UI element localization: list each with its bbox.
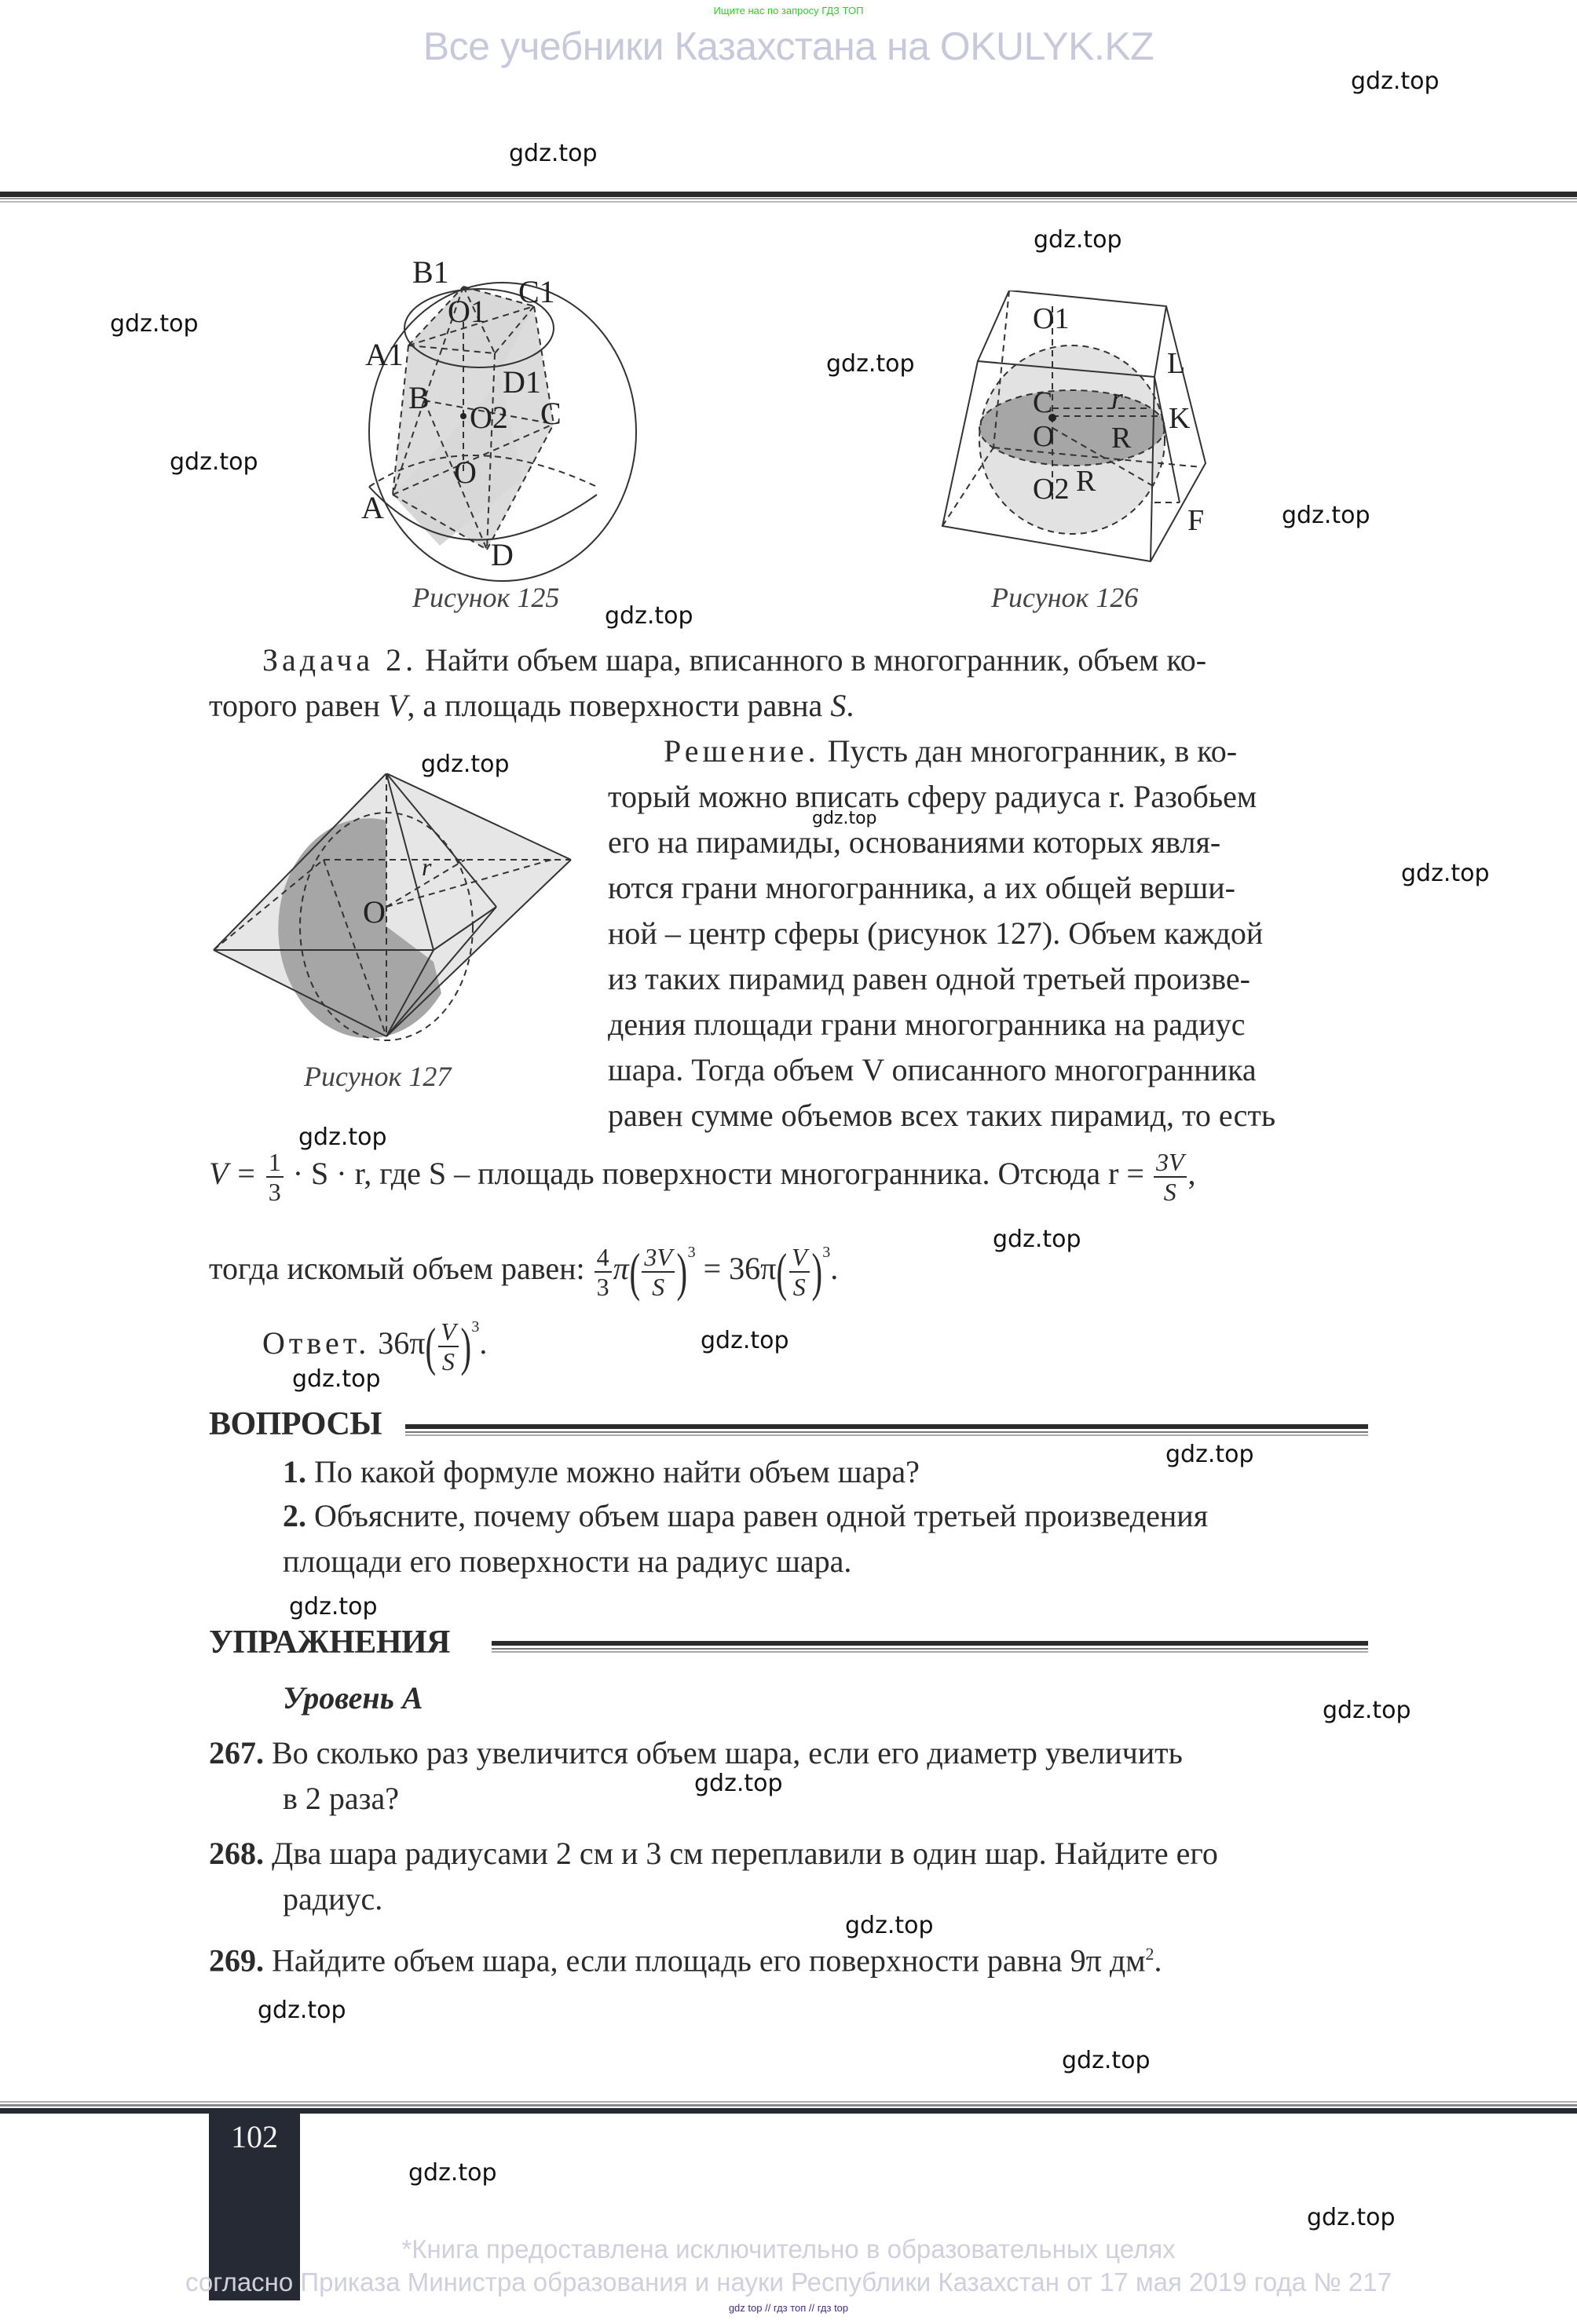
solution-label: Решение. — [664, 733, 820, 769]
watermark: gdz.top — [408, 2159, 497, 2187]
label-B: B — [408, 380, 430, 415]
solution-line-7: дения площади грани многогранника на радиус — [608, 1007, 1246, 1042]
figure-125-caption: Рисунок 125 — [412, 582, 560, 613]
label-A1: A1 — [365, 337, 404, 372]
label-K: K — [1169, 402, 1191, 435]
watermark: gdz.top — [421, 751, 510, 778]
solution-line-1: Решение. Пусть дан многогранник, в ко- — [664, 733, 1238, 769]
solution-line-9: равен сумме объемов всех таких пирамид, то есть — [608, 1098, 1276, 1133]
exercise-267: 267. Во сколько раз увеличится объем шара, если его диаметр увеличить — [209, 1735, 1183, 1770]
solution-line-2: торый можно вписать сферу радиуса r. Разобьем — [608, 779, 1257, 814]
label-C1: C1 — [518, 274, 555, 309]
watermark: gdz.top — [1401, 860, 1490, 887]
level-a-label: Уровень А — [283, 1680, 423, 1716]
watermark: gdz.top — [845, 1912, 934, 1939]
watermark: gdz.top — [826, 350, 915, 378]
page-number: 102 — [231, 2119, 278, 2154]
watermark: gdz.top — [110, 310, 199, 338]
watermark: gdz.top — [993, 1226, 1081, 1253]
promo-note: Ищите нас по запросу ГДЗ ТОП — [713, 5, 864, 16]
label-O1: O1 — [1033, 302, 1070, 335]
label-F: F — [1187, 504, 1205, 537]
sphere-circumscribed-prism-diagram — [346, 259, 691, 589]
watermark: gdz.top — [1323, 1697, 1411, 1724]
exercise-269: 269. Найдите объем шара, если площадь его поверхности равна 9π $дм^2$. — [209, 1942, 1162, 1979]
figure-127-caption: Рисунок 127 — [304, 1061, 452, 1092]
figure-126-caption: Рисунок 126 — [991, 582, 1139, 613]
watermark: gdz.top — [289, 1593, 378, 1621]
footer-note-line-1: *Книга предоставлена исключительно в образовательных целях — [401, 2234, 1176, 2264]
task2-line1: Задача 2. Найти объем шара, вписанного в многогранник, объем ко- — [262, 642, 1207, 678]
solution-line-4: ются грани многогранника, а их общей верши- — [608, 870, 1235, 905]
task2-line2: торого равен V, а площадь поверхности равна S. — [209, 688, 854, 723]
label-D: D — [491, 537, 514, 572]
formula-result-line: тогда искомый объем равен: $\frac{4}{3}$ π( $\frac{3V}{S}$ )$^3$ = 36π( $\frac{V}{S}$ )$^3$. — [209, 1241, 839, 1302]
exercise-268-cont: радиус. — [283, 1881, 383, 1917]
header-rule — [0, 192, 1577, 204]
label-L: L — [1167, 347, 1186, 380]
watermark: gdz.top — [1062, 2047, 1151, 2074]
label-R1: R — [1111, 422, 1132, 455]
watermark: gdz.top — [605, 602, 693, 630]
questions-heading: ВОПРОСЫ — [209, 1405, 1368, 1445]
formula-volume-line: V = $\frac{1}{3}$ · S · r, где S – площадь поверхности многогранника. Отсюда r = $\frac{3V}{S}$ , — [209, 1147, 1196, 1206]
task2-label: Задача 2. — [262, 642, 418, 678]
label-O: O — [363, 894, 386, 930]
figure-127 — [206, 773, 575, 1092]
question-1: 1. По какой формуле можно найти объем шара? — [283, 1454, 920, 1489]
label-C: C — [540, 396, 562, 431]
label-O: O — [454, 455, 477, 490]
figure-126 — [935, 290, 1249, 613]
footer-note-line-2: согласно Приказа Министра образования и науки Республики Казахстан от 17 мая 2019 года № 217 — [185, 2267, 1392, 2297]
fraction-one-third: $\frac{1}{3}$ — [266, 1149, 284, 1204]
watermark: gdz.top — [1307, 2204, 1396, 2231]
watermark: gdz.top — [292, 1365, 381, 1393]
polyhedron-inscribed-sphere-diagram — [206, 773, 575, 1048]
label-B1: B1 — [412, 259, 449, 290]
watermark: gdz.top — [1282, 502, 1370, 529]
exercises-heading: УПРАЖНЕНИЯ — [209, 1624, 1368, 1663]
question-2: 2. Объясните, почему объем шара равен одной третьей произведения — [283, 1498, 1209, 1533]
label-O2: O2 — [470, 400, 508, 435]
label-O: O — [1033, 420, 1055, 453]
watermark: gdz.top — [509, 140, 598, 167]
watermark: gdz.top — [170, 448, 258, 476]
label-R2: R — [1076, 465, 1096, 498]
watermark: gdz.top — [694, 1770, 783, 1797]
exercise-267-cont: в 2 раза? — [283, 1781, 399, 1816]
label-r: r — [1111, 382, 1123, 415]
watermark: gdz.top — [258, 1997, 346, 2024]
footer-links[interactable]: gdz top // гдз топ // гдз top — [728, 2302, 849, 2314]
watermark: gdz.top — [701, 1327, 789, 1354]
figure-125 — [346, 259, 691, 613]
answer-label: Ответ. — [262, 1325, 371, 1361]
solution-line-5: ной – центр сферы (рисунок 127). Объем каждой — [608, 915, 1264, 951]
watermark: gdz.top — [1034, 226, 1122, 254]
label-O2: O2 — [1033, 473, 1070, 506]
label-C: C — [1033, 386, 1053, 419]
solution-line-8: шара. Тогда объем V описанного многогранника — [608, 1052, 1257, 1087]
label-A: A — [361, 490, 384, 525]
site-title-watermark: Все учебники Казахстана на OKULYK.KZ — [423, 24, 1154, 68]
exercise-268: 268. Два шара радиусами 2 см и 3 см переплавили в один шар. Найдите его — [209, 1836, 1218, 1871]
label-O1: O1 — [448, 294, 486, 329]
fraction-four-thirds: $\frac{4}{3}$ — [595, 1244, 612, 1299]
solution-line-6: из таких пирамид равен одной третьей произве- — [608, 961, 1250, 996]
watermark: gdz.top — [298, 1124, 387, 1151]
watermark: gdz.top — [812, 809, 877, 828]
truncated-pyramid-inscribed-sphere-diagram — [935, 290, 1249, 581]
fraction-3V-over-S: $\frac{3V}{S}$ — [1154, 1149, 1187, 1204]
watermark: gdz.top — [1165, 1441, 1254, 1468]
question-2-cont: площади его поверхности на радиус шара. — [283, 1544, 852, 1579]
label-D1: D1 — [503, 364, 541, 400]
answer-line: Ответ. 36π( $\frac{V}{S}$ )$^3$. — [262, 1316, 488, 1376]
solution-line-3: его на пирамиды, основаниями которых явля- — [608, 824, 1221, 860]
label-r: r — [422, 853, 432, 881]
watermark: gdz.top — [1351, 68, 1440, 95]
